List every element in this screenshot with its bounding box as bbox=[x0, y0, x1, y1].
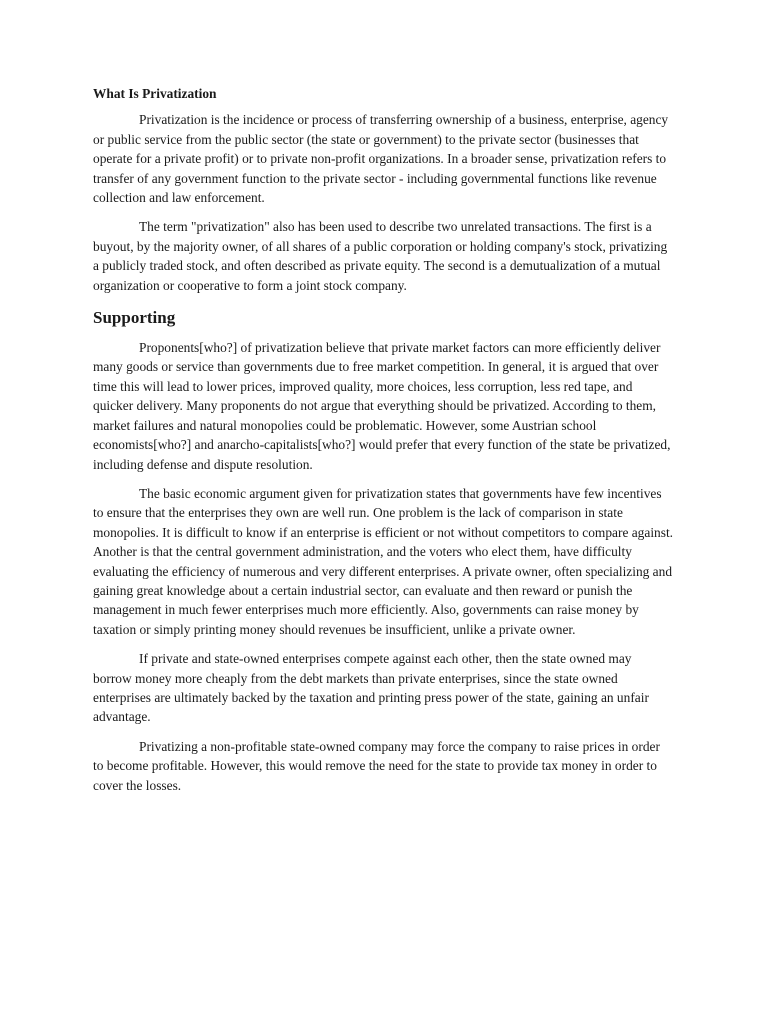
intro-paragraph-1: Privatization is the incidence or process of transferring ownership of a business, enterprise, agency or public service from the public sector (the state or government) to the private sector (businesses that operate for a private profit) or to private non-profit organizations. In a broader sense, privatization refers to transfer of any government function to the private sector - including governmental functions like revenue collection and law enforcement. bbox=[93, 112, 669, 206]
document-title: What Is Privatization bbox=[93, 86, 217, 101]
supporting-paragraph-2: The basic economic argument given for privatization states that governments have few incentives to ensure that the enterprises they own are well run. One problem is the lack of comparison in state monopolies. It is difficult to know if an enterprise is efficient or not without competitors to compare against. Another is that the central government administration, and the voters who elect them, have difficulty evaluating the efficiency of numerous and very different enterprises. A private owner, often specializing and gaining great knowledge about a certain industrial sector, can evaluate and then reward or punish the management in much fewer enterprises much more efficiently. Also, governments can raise money by taxation or simply printing money should revenues be insufficient, unlike a private owner. bbox=[93, 485, 674, 637]
document-body bbox=[93, 84, 673, 805]
section-heading-supporting: Supporting bbox=[93, 308, 176, 328]
intro-paragraph-2: The term "privatization" also has been used to describe two unrelated transactions. The first is a buyout, by the majority owner, of all shares of a public corporation or holding company's stock, privatizing a publicly traded stock, and often described as private equity. The second is a demutualization of a mutual organization or cooperative to form a joint stock company. bbox=[93, 219, 668, 293]
supporting-paragraph-3: If private and state-owned enterprises compete against each other, then the state owned may borrow money more cheaply from the debt markets than private enterprises, since the state owned enterprises are ultimately backed by the taxation and printing press power of the state, gaining an unfair advantage. bbox=[93, 651, 649, 725]
supporting-paragraph-1: Proponents[who?] of privatization believe that private market factors can more efficiently deliver many goods or service than governments due to free market competition. In general, it is argued that over time this will lead to lower prices, improved quality, more choices, less corruption, less red tape, and quicker delivery. Many proponents do not argue that everything should be privatized. According to them, market failures and natural monopolies could be problematic. However, some Austrian school economists[who?] and anarcho-capitalists[who?] would prefer that every function of the state be privatized, including defense and dispute resolution. bbox=[93, 340, 671, 472]
supporting-paragraph-4: Privatizing a non-profitable state-owned company may force the company to raise prices in order to become profitable. However, this would remove the need for the state to provide tax money in order to cover the losses. bbox=[93, 738, 660, 793]
